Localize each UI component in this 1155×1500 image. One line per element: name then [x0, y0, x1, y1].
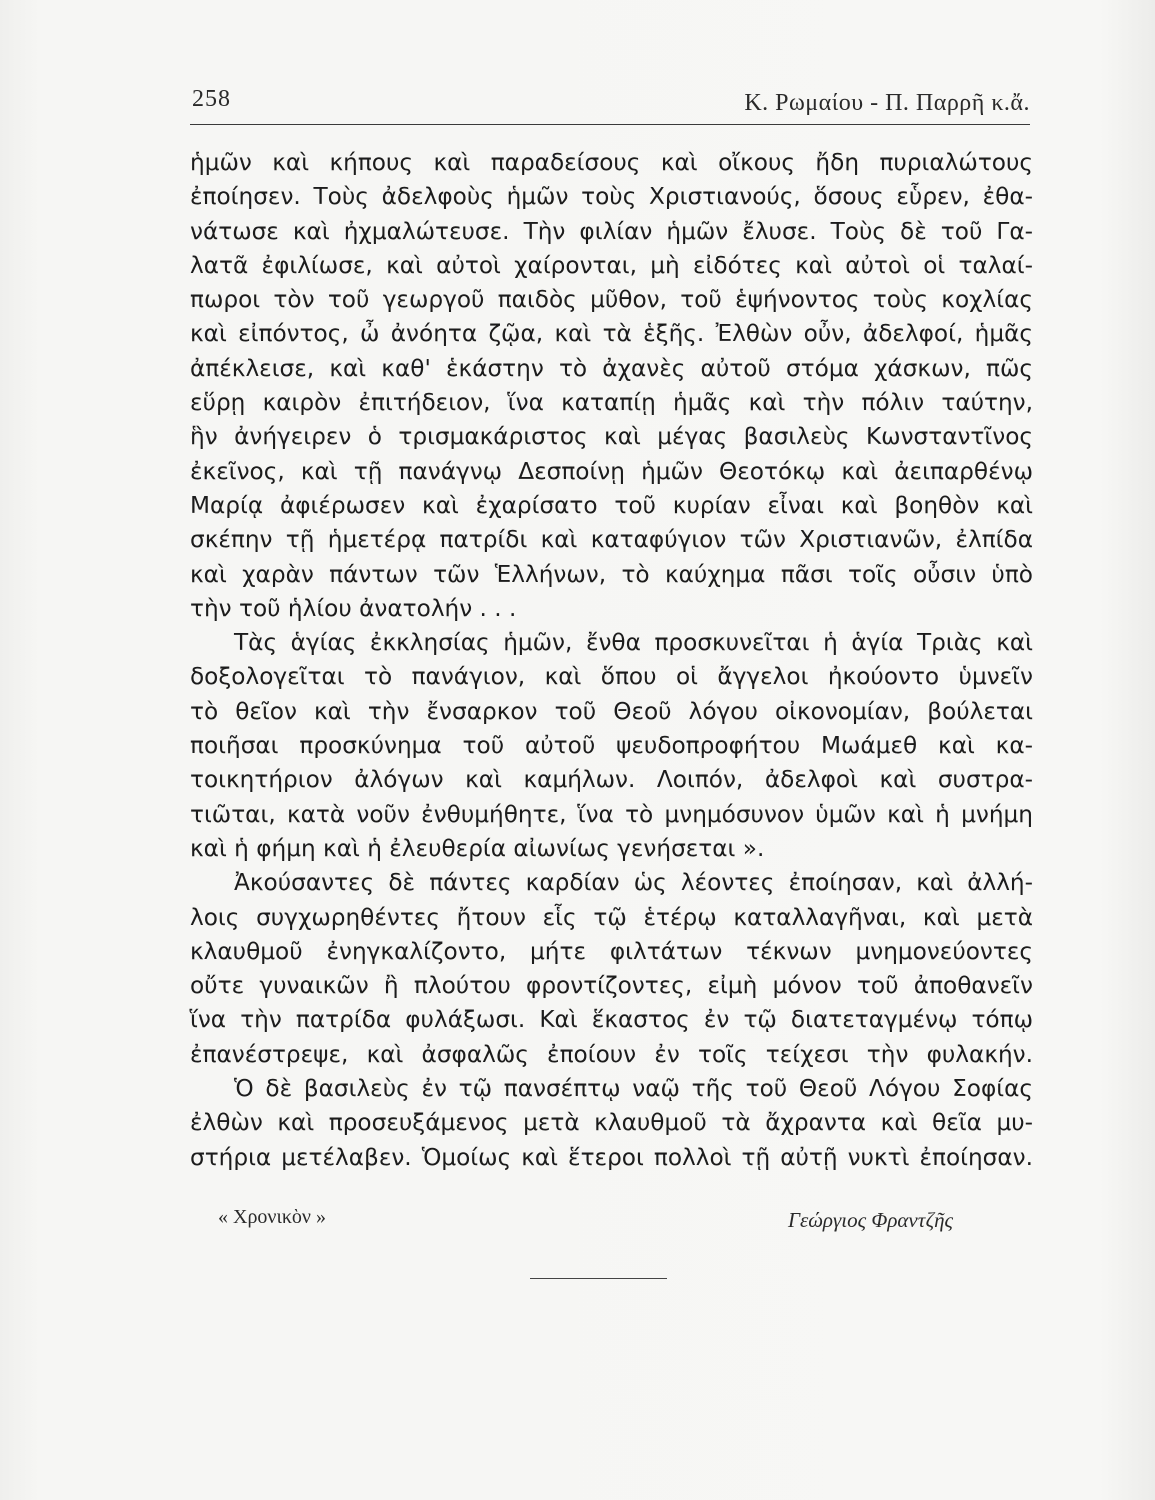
author-name: Γεώργιος Φραντζῆς	[788, 1208, 954, 1232]
text-line: λατᾶ ἐφιλίωσε, καὶ αὐτοὶ χαίρονται, μὴ εἰδότες καὶ αὐτοὶ οἱ ταλαί-	[190, 251, 1033, 279]
text-line: καὶ εἰπόντος, ὦ ἀνόητα ζῷα, καὶ τὰ ἑξῆς. Ἐλθὼν οὖν, ἀδελφοί, ἡμᾶς	[190, 320, 1033, 348]
text-line: νάτωσε καὶ ἠχμαλώτευσε. Τὴν φιλίαν ἡμῶν ἔλυσε. Τοὺς δὲ τοῦ Γα-	[190, 217, 1033, 245]
text-line: τὸ θεῖον καὶ τὴν ἔνσαρκον τοῦ Θεοῦ λόγου οἰκονομίαν, βούλεται	[190, 697, 1033, 725]
header-rule	[190, 124, 1030, 125]
text-line: ἐποίησεν. Τοὺς ἀδελφοὺς ἡμῶν τοὺς Χριστιανούς, ὅσους εὗρεν, ἐθα-	[190, 183, 1033, 211]
text-line: ἡμῶν καὶ κήπους καὶ παραδείσους καὶ οἴκους ἤδη πυριαλώτους	[190, 149, 1033, 176]
text-line: σκέπην τῇ ἡμετέρᾳ πατρίδι καὶ καταφύγιον τῶν Χριστιανῶν, ἐλπίδα	[190, 526, 1033, 554]
end-rule	[530, 1278, 667, 1279]
text-line: εὕρῃ καιρὸν ἐπιτήδειον, ἵνα καταπίῃ ἡμᾶς καὶ τὴν πόλιν ταύτην,	[190, 389, 1033, 417]
text-line: κλαυθμοῦ ἐνηγκαλίζοντο, μήτε φιλτάτων τέκνων μνημονεύοντες	[190, 937, 1033, 965]
page-number: 258	[192, 86, 231, 112]
page-header	[192, 86, 1030, 126]
body-text	[190, 146, 1033, 1175]
text-line: καὶ ἡ φήμη καὶ ἡ ἐλευθερία αἰωνίως γενήσεται ».	[190, 834, 765, 862]
text-line: τὴν τοῦ ἡλίου ἀνατολήν . . .	[190, 594, 517, 622]
text-line: Ὁ δὲ βασιλεὺς ἐν τῷ πανσέπτῳ ναῷ τῆς τοῦ Θεοῦ Λόγου Σοφίας	[234, 1075, 1033, 1103]
text-line: ἐκεῖνος, καὶ τῇ πανάγνῳ Δεσποίνῃ ἡμῶν Θεοτόκῳ καὶ ἀειπαρθένῳ	[190, 457, 1033, 485]
attribution	[0, 1206, 1155, 1236]
text-line: ἣν ἀνήγειρεν ὁ τρισμακάριστος καὶ μέγας βασιλεὺς Κωνσταντῖνος	[190, 423, 1033, 451]
text-line: ἐπανέστρεψε, καὶ ἀσφαλῶς ἐποίουν ἐν τοῖς τείχεσι τὴν φυλακήν.	[190, 1040, 1033, 1068]
text-line: καὶ χαρὰν πάντων τῶν Ἑλλήνων, τὸ καύχημα πᾶσι τοῖς οὖσιν ὑπὸ	[190, 560, 1033, 588]
text-line: πωροι τὸν τοῦ γεωργοῦ παιδὸς μῦθον, τοῦ ἑψήνοντος τοὺς κοχλίας	[190, 286, 1033, 314]
text-line: τιῶται, κατὰ νοῦν ἐνθυμήθητε, ἵνα τὸ μνημόσυνον ὑμῶν καὶ ἡ μνήμη	[190, 800, 1033, 828]
text-line: ἐλθὼν καὶ προσευξάμενος μετὰ κλαυθμοῦ τὰ ἄχραντα καὶ θεῖα μυ-	[190, 1109, 1033, 1137]
text-line: ἵνα τὴν πατρίδα φυλάξωσι. Καὶ ἕκαστος ἐν τῷ διατεταγμένῳ τόπῳ	[190, 1006, 1033, 1034]
source-title: « Χρονικὸν »	[218, 1206, 326, 1228]
text-line: δοξολογεῖται τὸ πανάγιον, καὶ ὅπου οἱ ἄγγελοι ἠκούοντο ὑμνεῖν	[190, 663, 1033, 691]
text-line: ποιῆσαι προσκύνημα τοῦ αὐτοῦ ψευδοπροφήτου Μωάμεθ καὶ κα-	[190, 732, 1033, 760]
text-line: Τὰς ἁγίας ἐκκλησίας ἡμῶν, ἔνθα προσκυνεῖται ἡ ἁγία Τριὰς καὶ	[234, 629, 1033, 657]
running-head: Κ. Ρωμαίου - Π. Παρρῆ κ.ἄ.	[744, 90, 1030, 116]
text-line: Μαρίᾳ ἀφιέρωσεν καὶ ἐχαρίσατο τοῦ κυρίαν εἶναι καὶ βοηθὸν καὶ	[190, 491, 1033, 519]
text-line: ἀπέκλεισε, καὶ καθ' ἑκάστην τὸ ἀχανὲς αὐτοῦ στόμα χάσκων, πῶς	[190, 354, 1033, 382]
text-line: λοις συγχωρηθέντες ἤτουν εἷς τῷ ἑτέρῳ καταλλαγῆναι, καὶ μετὰ	[190, 903, 1033, 931]
text-line: στήρια μετέλαβεν. Ὁμοίως καὶ ἕτεροι πολλοὶ τῇ αὐτῇ νυκτὶ ἐποίησαν.	[190, 1143, 1033, 1171]
text-line: Ἀκούσαντες δὲ πάντες καρδίαν ὡς λέοντες ἐποίησαν, καὶ ἀλλή-	[234, 869, 1033, 897]
text-line: οὔτε γυναικῶν ἢ πλούτου φροντίζοντες, εἰμὴ μόνον τοῦ ἀποθανεῖν	[190, 972, 1033, 1000]
text-line: τοικητήριον ἀλόγων καὶ καμήλων. Λοιπόν, ἀδελφοὶ καὶ συστρα-	[190, 766, 1033, 794]
